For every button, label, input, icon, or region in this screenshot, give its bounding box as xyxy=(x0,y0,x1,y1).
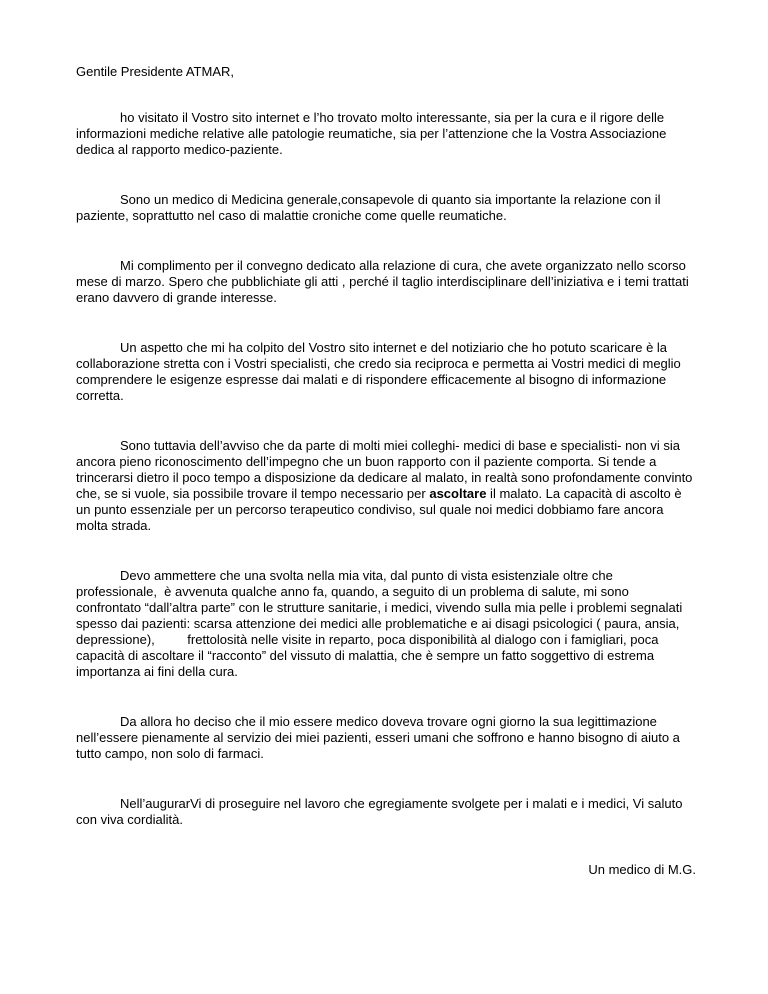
paragraph-5-text-end: il malato. La capacità di ascolto è un punto essenziale per un percorso terapeutico condiviso, sul quale noi medici dobbiamo fare ancora molta strada. xyxy=(76,486,682,533)
paragraph-3: Mi complimento per il convegno dedicato alla relazione di cura, che avete organizzato nello scorso mese di marzo. Spero che pubblichiate gli atti , perché il taglio interdisciplinare dell’iniziativa e i temi trattati erano davvero di grande interesse. xyxy=(76,258,689,305)
greeting: Gentile Presidente ATMAR, xyxy=(76,64,234,79)
paragraph-8: Nell’augurarVi di proseguire nel lavoro che egregiamente svolgete per i malati e i medici, Vi saluto con viva cordialità. xyxy=(76,796,683,827)
paragraph-5 xyxy=(76,438,696,534)
paragraph-5-text-start: Sono tuttavia dell’avviso che da parte di molti miei colleghi- medici di base e specialisti- non vi sia ancora pieno riconoscimento dell’impegno che un buon rapporto con il paziente comporta. Si tende a trincerarsi dietro il poco tempo a disposizione da dedicare al malato, in realtà sono profondamente convinto che, se si vuole, sia possibile trovare il tempo necessario per xyxy=(76,438,693,501)
signature: Un medico di M.G. xyxy=(588,862,696,877)
emphasis-ascoltare: ascoltare xyxy=(429,486,487,501)
letter-page xyxy=(76,64,696,891)
paragraph-2: Sono un medico di Medicina generale,consapevole di quanto sia importante la relazione con il paziente, soprattutto nel caso di malattie croniche come quelle reumatiche. xyxy=(76,192,661,223)
paragraph-4: Un aspetto che mi ha colpito del Vostro sito internet e del notiziario che ho potuto scaricare è la collaborazione stretta con i Vostri specialisti, che credo sia reciproca e permetta ai Vostri medici di meglio comprendere le esigenze espresse dai malati e di rispondere efficacemente al bisogno di informazione corretta. xyxy=(76,340,681,403)
paragraph-1: ho visitato il Vostro sito internet e l’ho trovato molto interessante, sia per la cura e il rigore delle informazioni mediche relative alle patologie reumatiche, sia per l’attenzione che la Vostra Associazione dedica al rapporto medico-paziente. xyxy=(76,110,667,157)
paragraph-7: Da allora ho deciso che il mio essere medico doveva trovare ogni giorno la sua legittimazione nell’essere pienamente al servizio dei miei pazienti, esseri umani che soffrono e hanno bisogno di aiuto a tutto campo, non solo di farmaci. xyxy=(76,714,680,761)
paragraph-6: Devo ammettere che una svolta nella mia vita, dal punto di vista esistenziale oltre che professionale, è avvenuta qualche anno fa, quando, a seguito di un problema di salute, mi sono confrontato “dall’altra parte” con le strutture sanitarie, i medici, vivendo sulla mia pelle i problemi segnalati spesso dai pazienti: scarsa attenzione dei medici alle problematiche e ai disagi psicologici ( paura, ansia, depressione), frettolosità nelle visite in reparto, poca disponibilità al dialogo con i famigliari, poca capacità di ascoltare il “racconto” del vissuto di malattia, che è sempre un fatto soggettivo di estrema importanza ai fini della cura. xyxy=(76,568,686,679)
